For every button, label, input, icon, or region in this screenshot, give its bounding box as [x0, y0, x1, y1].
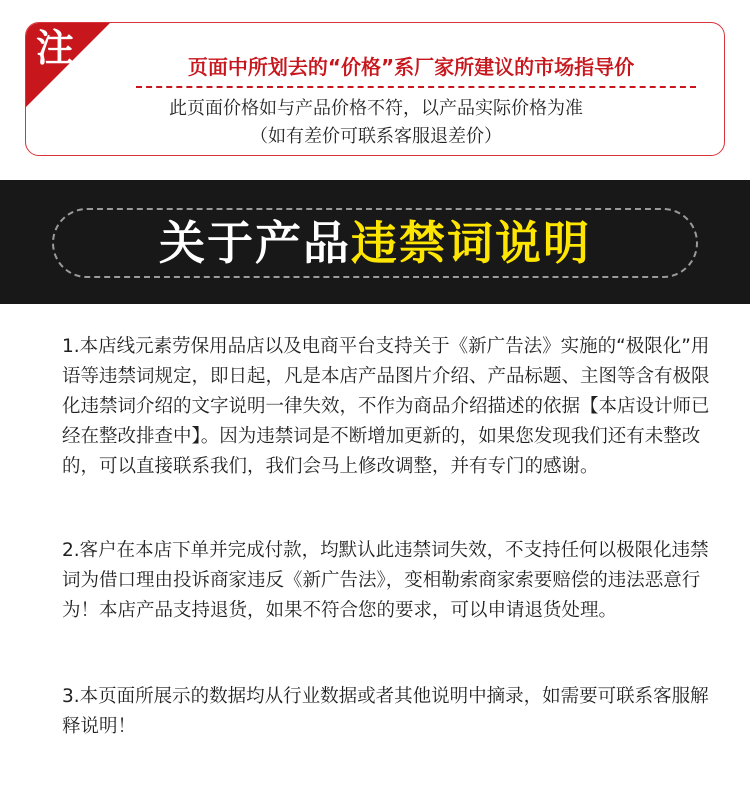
notice-badge: 注: [36, 26, 75, 70]
paragraph-3: 3.本页面所展示的数据均从行业数据或者其他说明中摘录，如需要可联系客服解释说明！: [62, 686, 709, 737]
paragraph-1: 1.本店线元素劳保用品店以及电商平台支持关于《新广告法》实施的“极限化”用语等违禁词规定，即日起，凡是本店产品图片介绍、产品标题、主图等含有极限化违禁词介绍的文字说明一律失效，不作为商品介绍描述的依据【本店设计师已经在整改排查中】。因为违禁词是不断增加更新的，如果您发现我们还有未整改的，可以直接联系我们，我们会马上修改调整，并有专门的感谢。: [62, 336, 710, 477]
paragraph-2: 2.客户在本店下单并完成付款，均默认此违禁词失效，不支持任何以极限化违禁词为借口理由投诉商家违反《新广告法》，变相勒索商家索要赔偿的违法恶意行为！本店产品支持退货，如果不符合您的要求，可以申请退货处理。: [62, 540, 709, 621]
notice-title: 页面中所划去的“价格”系厂家所建议的市场指导价: [187, 55, 635, 79]
banner-heading-white: 关于产品: [159, 216, 351, 270]
price-notice-card: [25, 22, 725, 156]
notice-price-text: 此页面价格如与产品价格不符，以产品实际价格为准: [169, 98, 583, 119]
banner-heading: [0, 208, 750, 278]
banner-heading-highlight: 违禁词说明: [351, 216, 591, 270]
section-banner: [0, 180, 750, 304]
notice-refund-text: （如有差价可联系客服退差价）: [250, 126, 502, 147]
notice-divider: [136, 86, 696, 88]
